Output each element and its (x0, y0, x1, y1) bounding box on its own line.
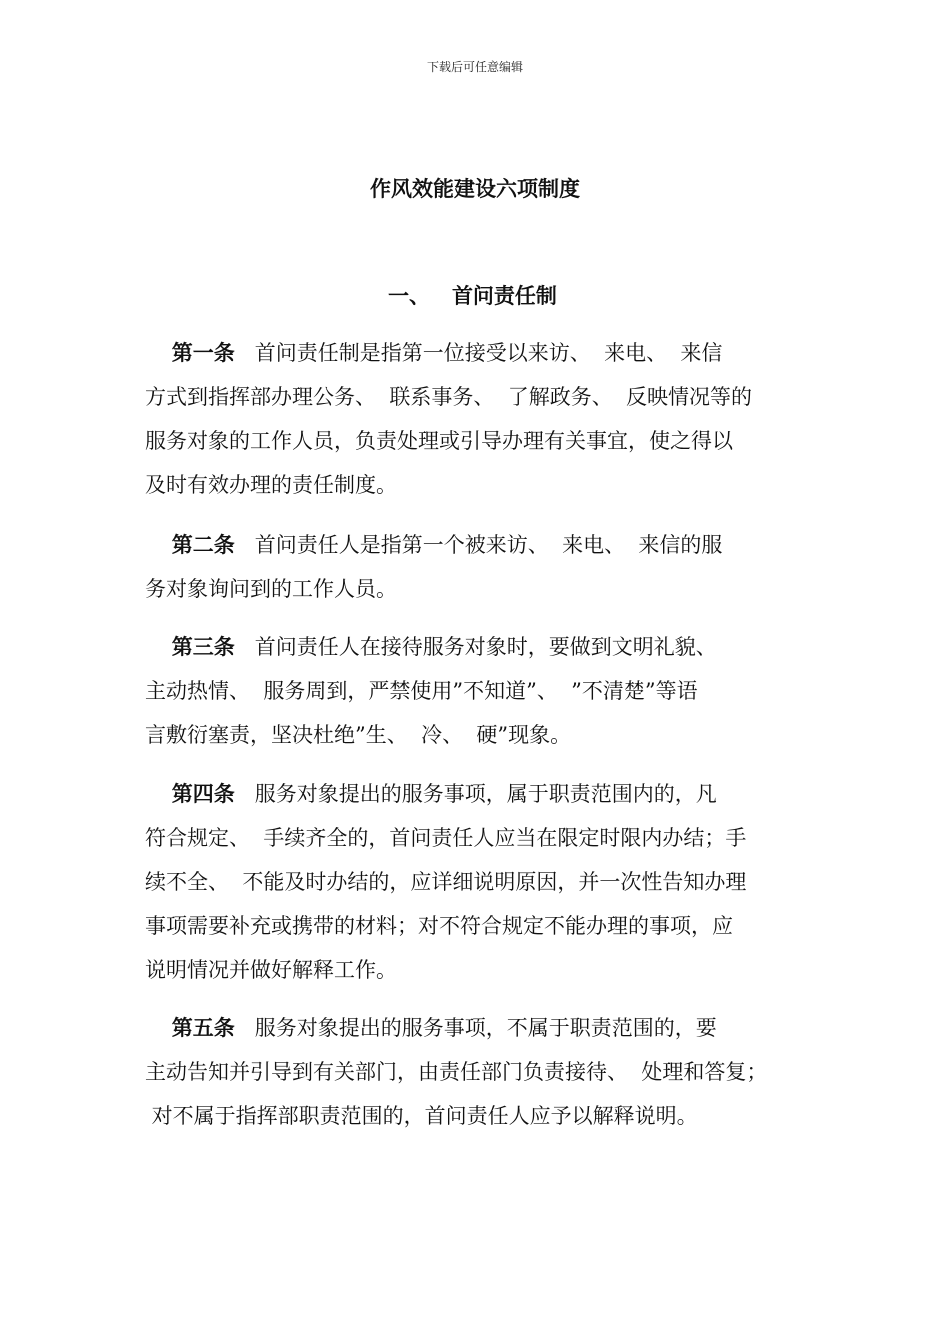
header-note: 下载后可任意编辑 (426, 60, 523, 74)
article-line: 务对象询问到的工作人员。 (145, 577, 397, 601)
article-line (145, 625, 825, 669)
article-1 (145, 331, 825, 507)
article-line: 说明情况并做好解释工作。 (145, 958, 397, 982)
article-5 (145, 1006, 825, 1138)
article-line: 及时有效办理的责任制度。 (145, 473, 397, 497)
article-number: 第一条 (171, 341, 235, 365)
article-number: 第四条 (171, 782, 235, 806)
article-number: 第三条 (171, 635, 235, 659)
article-line (145, 772, 825, 816)
article-4 (145, 772, 825, 992)
article-line (145, 523, 825, 567)
article-line: 言敷衍塞责，坚决杜绝”生、 冷、 硬”现象。 (145, 723, 572, 747)
article-line (145, 331, 825, 375)
section-number: 一、 (388, 284, 430, 308)
article-number: 第五条 (171, 1016, 235, 1040)
article-line (145, 1006, 825, 1050)
article-text: 首问责任人是指第一个被来访、 来电、 来信的服 (254, 533, 723, 557)
document-title: 作风效能建设六项制度 (370, 177, 580, 201)
section-heading (388, 280, 557, 310)
article-line: 符合规定、 手续齐全的，首问责任人应当在限定时限内办结；手 (145, 826, 747, 850)
article-line: 主动告知并引导到有关部门，由责任部门负责接待、 处理和答复； (145, 1060, 768, 1084)
article-text: 首问责任人在接待服务对象时，要做到文明礼貌、 (254, 635, 717, 659)
article-text: 首问责任制是指第一位接受以来访、 来电、 来信 (254, 341, 723, 365)
article-line: 服务对象的工作人员，负责处理或引导办理有关事宜，使之得以 (145, 429, 733, 453)
article-line: 方式到指挥部办理公务、 联系事务、 了解政务、 反映情况等的 (145, 385, 753, 409)
article-line: 续不全、 不能及时办结的，应详细说明原因，并一次性告知办理 (145, 870, 747, 894)
article-3 (145, 625, 825, 757)
article-line: 主动热情、 服务周到，严禁使用”不知道”、 ”不清楚”等语 (145, 679, 698, 703)
article-2 (145, 523, 825, 611)
article-number: 第二条 (171, 533, 235, 557)
article-line: 对不属于指挥部职责范围的，首问责任人应予以解释说明。 (145, 1104, 698, 1128)
article-text: 服务对象提出的服务事项，不属于职责范围的，要 (254, 1016, 717, 1040)
article-text: 服务对象提出的服务事项，属于职责范围内的，凡 (254, 782, 717, 806)
article-line: 事项需要补充或携带的材料；对不符合规定不能办理的事项，应 (145, 914, 733, 938)
section-title: 首问责任制 (451, 284, 557, 308)
